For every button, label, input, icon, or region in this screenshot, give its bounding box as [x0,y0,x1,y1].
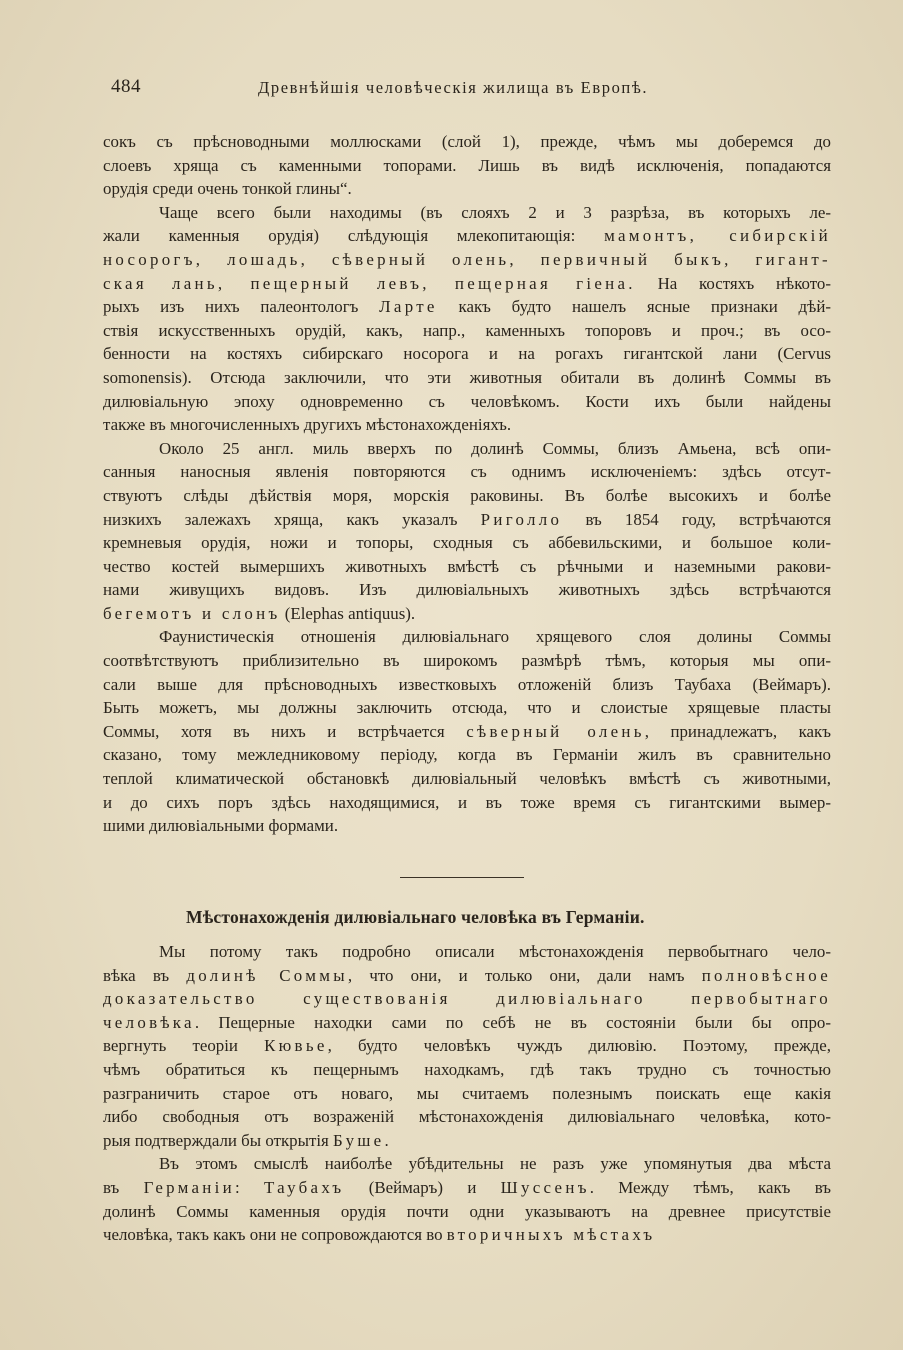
text-run: либо свободныя отъ возраженій мѣстонахожденія дилювіальнаго человѣка, кото- [103,1107,831,1127]
text-run: Быть можетъ, мы должны заключить отсюда, что и слоистые хрящевые пласты [103,698,831,718]
text-run: Около 25 англ. миль вверхъ по долинѣ Соммы, близъ Амьена, всѣ опи- [159,438,831,458]
text-line [103,460,831,484]
page-number: 484 [111,76,141,97]
section-divider [400,877,524,878]
text-line [103,696,831,720]
spaced-emphasis: Германіи [143,1177,235,1197]
spaced-emphasis: Риголло [480,509,563,529]
text-line [103,366,831,390]
text-run: . [384,1130,389,1150]
text-line [103,319,831,343]
text-run: теплой климатической обстановкѣ дилювіальный человѣкъ вмѣстѣ съ животными, [103,769,831,789]
spaced-emphasis: Ларте [379,297,438,317]
spaced-emphasis: Таубахъ [263,1177,345,1197]
text-line [103,555,831,579]
text-line [103,649,831,673]
text-run: кремневыя орудія, ножи и топоры, сходныя съ аббевильскими, и большое коли- [103,533,831,553]
text-line [103,940,831,964]
text-line [103,1105,831,1129]
spaced-emphasis: ская лань, пещерный левъ, пещерная гіена. [103,273,636,293]
text-run: бенности на костяхъ сибирскаго носорога и на рогахъ гигантской лани (Cervus [103,344,831,364]
text-line [103,1011,831,1035]
text-run: чество костей вымершихъ животныхъ вмѣстѣ съ рѣчными и наземными ракови- [103,556,831,576]
text-line [103,625,831,649]
text-line [103,130,831,154]
spaced-emphasis: Шуссенъ [500,1177,590,1197]
text-line [103,272,831,296]
text-run: чѣмъ обратиться къ пещернымъ находкамъ, гдѣ такъ трудно съ точностью [103,1059,831,1079]
text-run: На костяхъ нѣкото- [635,273,831,293]
text-run: нами живущихъ видовъ. Изъ дилювіальныхъ животныхъ здѣсь встрѣчаются [103,580,831,600]
text-run: рыхъ изъ нихъ палеонтологъ [103,297,380,317]
text-run: Мы потому такъ подробно описали мѣстонахожденія первобытнаго чело- [159,942,831,961]
text-line [103,673,831,697]
text-line [103,1082,831,1106]
text-line [103,987,831,1011]
text-line [103,720,831,744]
text-run: somonensis). Отсюда заключили, что эти животныя обитали въ долинѣ Соммы въ [103,367,831,387]
text-run: Чаще всего были находимы (въ слояхъ 2 и 3 разрѣза, въ которыхъ ле- [159,202,831,222]
text-run: вѣка въ [103,965,187,985]
text-run: ствія искусственныхъ орудій, какъ, напр., каменныхъ топоровъ и проч.; въ осо- [103,320,831,340]
text-line [103,964,831,988]
text-line [103,342,831,366]
text-line [103,814,831,838]
text-line [103,1129,831,1153]
text-line [103,602,831,626]
text-run: Въ этомъ смыслѣ наиболѣе убѣдительны не разъ уже упомянутыя два мѣста [159,1154,831,1174]
text-run: долинѣ Соммы каменныя орудія почти одни указываютъ на древнее присутствіе [103,1201,831,1221]
text-run: (Elephas antiquus). [280,603,416,623]
spaced-emphasis: вторичныхъ мѣстахъ [446,1225,656,1245]
text-run: сокъ съ прѣсноводными моллюсками (слой 1), прежде, чѣмъ мы доберемся до [103,132,831,151]
running-head: Древнѣйшія человѣческія жилища въ Европѣ. [258,78,649,97]
text-line [103,1152,831,1176]
text-run: санныя наносныя явленія повторяются съ однимъ исключеніемъ: здѣсь отсут- [103,462,831,482]
text-line [103,1200,831,1224]
text-run: . Пещерные находки сами по себѣ не въ состояніи были бы опро- [194,1012,831,1032]
body-text-top [103,130,831,838]
text-line [103,390,831,414]
text-line [103,791,831,815]
text-line [103,224,831,248]
text-run: въ [103,1177,144,1197]
spaced-emphasis: Буше [333,1130,385,1150]
text-line [103,1058,831,1082]
text-run: Соммы, хотя въ нихъ и встрѣчается [103,721,467,741]
text-line [103,177,831,201]
text-line [103,743,831,767]
text-line [103,508,831,532]
spaced-emphasis: бегемотъ и слонъ [103,603,281,623]
spaced-emphasis: доказательство существованія дилювіальнаго первобытнаго [103,989,831,1009]
text-line [103,578,831,602]
body-text-bottom [103,940,831,1247]
text-run: соотвѣтствуютъ приблизительно въ широкомъ размѣрѣ тѣмъ, которыя мы опи- [103,651,831,671]
text-run: слоевъ хряща съ каменными топорами. Лишь въ видѣ исключенія, попадаются [103,155,831,175]
text-run: , принадлежатъ, какъ [644,721,831,741]
text-run: въ 1854 году, встрѣчаются [562,509,831,529]
text-run: дилювіальную эпоху одновременно съ человѣкомъ. Кости ихъ были найдены [103,391,831,411]
text-line [103,413,831,437]
text-run: сказано, тому межледниковому періоду, когда въ Германіи жилъ въ сравнительно [103,745,831,765]
spaced-emphasis: Кювье [264,1036,328,1056]
section-heading: Мѣстонахожденія дилювіальнаго человѣка въ Германіи. [186,907,645,927]
text-run: жали каменныя орудія) слѣдующія млекопитающія: [103,226,605,246]
text-line [103,1034,831,1058]
text-run: какъ будто нашелъ ясные признаки дѣй- [437,297,831,317]
text-run: : [234,1177,264,1197]
text-run: разграничить старое отъ новаго, мы считаемъ полезнымъ поискать еще какія [103,1083,831,1103]
text-line [103,201,831,225]
text-run: (Веймаръ) и [344,1177,501,1197]
text-run: орудія среди очень тонкой глины“. [103,179,352,199]
spaced-emphasis: человѣка [103,1012,195,1032]
text-run: низкихъ залежахъ хряща, какъ указалъ [103,509,481,529]
text-line [103,248,831,272]
spaced-emphasis: полновѣсное [701,965,831,985]
text-line [103,484,831,508]
spaced-emphasis: долинѣ Соммы [186,965,348,985]
text-run: , что они, и только они, дали намъ [347,965,702,985]
text-run: Фаунистическія отношенія дилювіальнаго хрящевого слоя долины Соммы [159,627,831,647]
text-run: человѣка, такъ какъ они не сопровождаются во [103,1225,447,1245]
text-line [103,531,831,555]
text-run: . Между тѣмъ, какъ въ [589,1177,831,1197]
text-run: и до сихъ поръ здѣсь находящимися, и въ тоже время съ гигантскими вымер- [103,792,831,812]
text-run: , будто человѣкъ чуждъ дилювію. Поэтому, прежде, [327,1036,831,1056]
text-line [103,1223,831,1247]
text-line [103,154,831,178]
text-run: рыя подтверждали бы открытія [103,1130,334,1150]
text-run: ствуютъ слѣды дѣйствія моря, морскія раковины. Въ болѣе высокихъ и болѣе [103,485,831,505]
text-line [103,767,831,791]
text-line [103,295,831,319]
spaced-emphasis: носорогъ, лошадь, сѣверный олень, первичный быкъ, гигант- [103,249,831,269]
text-line [103,1176,831,1200]
text-line [103,437,831,461]
text-run: также въ многочисленныхъ другихъ мѣстонахожденіяхъ. [103,415,512,435]
spaced-emphasis: сѣверный олень [466,721,645,741]
text-run: вергнуть теоріи [103,1036,265,1056]
text-run: сали выше для прѣсноводныхъ известковыхъ отложеній близъ Таубаха (Веймаръ). [103,674,831,694]
text-run: шими дилювіальными формами. [103,816,339,836]
spaced-emphasis: мамонтъ, сибирскій [604,226,831,246]
